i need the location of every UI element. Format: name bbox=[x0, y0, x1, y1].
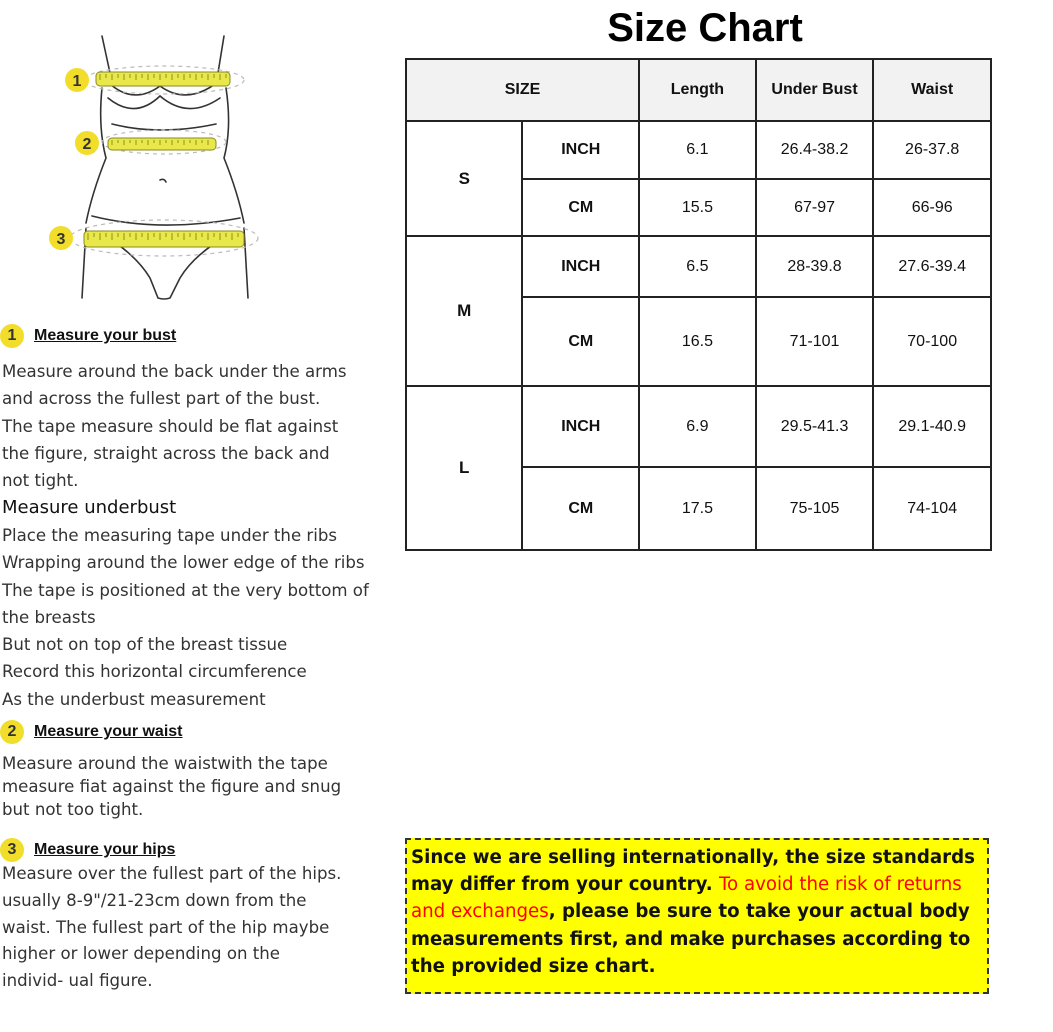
notice-text-2: , please be sure to take your actual body measurements first, and make purchases according to the provided size chart. bbox=[411, 901, 971, 977]
unit-cell: INCH bbox=[522, 386, 639, 467]
unit-cell: CM bbox=[522, 467, 639, 550]
waist-cell: 66-96 bbox=[873, 179, 991, 236]
waist-cell: 74-104 bbox=[873, 467, 991, 550]
step-number-2: 2 bbox=[0, 720, 24, 744]
under-bust-cell: 28-39.8 bbox=[756, 236, 874, 297]
waist-cell: 70-100 bbox=[873, 297, 991, 386]
step-number-1: 1 bbox=[0, 324, 24, 348]
waist-instructions: Measure around the waistwith the tape measure fiat against the figure and snug but not too tight. bbox=[2, 754, 342, 819]
hips-heading: Measure your hips bbox=[34, 841, 176, 858]
unit-cell: CM bbox=[522, 179, 639, 236]
header-under-bust: Under Bust bbox=[756, 59, 874, 121]
step-number-3: 3 bbox=[0, 838, 24, 862]
under-bust-cell: 75-105 bbox=[756, 467, 874, 550]
bust-instructions: Measure around the back under the arms and across the fullest part of the bust. The tape measure should be flat against the figure, straight across the back and not tight. bbox=[2, 362, 347, 491]
size-cell: L bbox=[406, 386, 522, 550]
length-cell: 6.1 bbox=[639, 121, 756, 179]
table-row bbox=[406, 121, 991, 179]
size-chart-table bbox=[405, 58, 992, 551]
under-bust-cell: 71-101 bbox=[756, 297, 874, 386]
marker-1 bbox=[65, 68, 89, 92]
bust-step-header bbox=[0, 324, 176, 348]
length-cell: 16.5 bbox=[639, 297, 756, 386]
page-title: Size Chart bbox=[607, 6, 803, 50]
length-cell: 15.5 bbox=[639, 179, 756, 236]
marker-2 bbox=[75, 131, 99, 155]
header-length: Length bbox=[639, 59, 756, 121]
unit-cell: INCH bbox=[522, 236, 639, 297]
table-row bbox=[406, 386, 991, 467]
underbust-heading: Measure underbust bbox=[2, 497, 177, 518]
table-header-row bbox=[406, 59, 991, 121]
table-row bbox=[406, 236, 991, 297]
under-bust-cell: 26.4-38.2 bbox=[756, 121, 874, 179]
bust-heading: Measure your bust bbox=[34, 327, 177, 344]
waist-step-header bbox=[0, 720, 183, 744]
under-bust-cell: 29.5-41.3 bbox=[756, 386, 874, 467]
svg-text:1: 1 bbox=[72, 73, 82, 90]
unit-cell: INCH bbox=[522, 121, 639, 179]
svg-text:2: 2 bbox=[82, 136, 92, 153]
unit-cell: CM bbox=[522, 297, 639, 386]
notice-warning-red: To avoid the risk of returns and exchanges bbox=[411, 874, 962, 923]
body-measurement-illustration bbox=[40, 28, 280, 318]
hips-step-header bbox=[0, 838, 175, 862]
size-cell: M bbox=[406, 236, 522, 386]
waist-cell: 27.6-39.4 bbox=[873, 236, 991, 297]
international-size-notice bbox=[405, 838, 989, 994]
length-cell: 17.5 bbox=[639, 467, 756, 550]
underbust-instructions: Place the measuring tape under the ribs Wrapping around the lower edge of the ribs The tape is positioned at the very bottom of the breasts But not on top of the breast tissue Record this horizontal circumference As the underbust measurement bbox=[2, 526, 369, 709]
marker-3 bbox=[49, 226, 73, 250]
length-cell: 6.5 bbox=[639, 236, 756, 297]
waist-cell: 29.1-40.9 bbox=[873, 386, 991, 467]
waist-heading: Measure your waist bbox=[34, 723, 183, 740]
waist-cell: 26-37.8 bbox=[873, 121, 991, 179]
svg-text:3: 3 bbox=[56, 231, 66, 248]
header-waist: Waist bbox=[873, 59, 991, 121]
size-cell: S bbox=[406, 121, 522, 236]
length-cell: 6.9 bbox=[639, 386, 756, 467]
hips-instructions: Measure over the fullest part of the hips. usually 8-9"/21-23cm down from the waist. The fullest part of the hip maybe higher or lower depending on the individ- ual figure. bbox=[2, 864, 342, 991]
under-bust-cell: 67-97 bbox=[756, 179, 874, 236]
header-size: SIZE bbox=[406, 59, 639, 121]
notice-text-1: Since we are selling internationally, the size standards may differ from your country. bbox=[411, 847, 975, 896]
